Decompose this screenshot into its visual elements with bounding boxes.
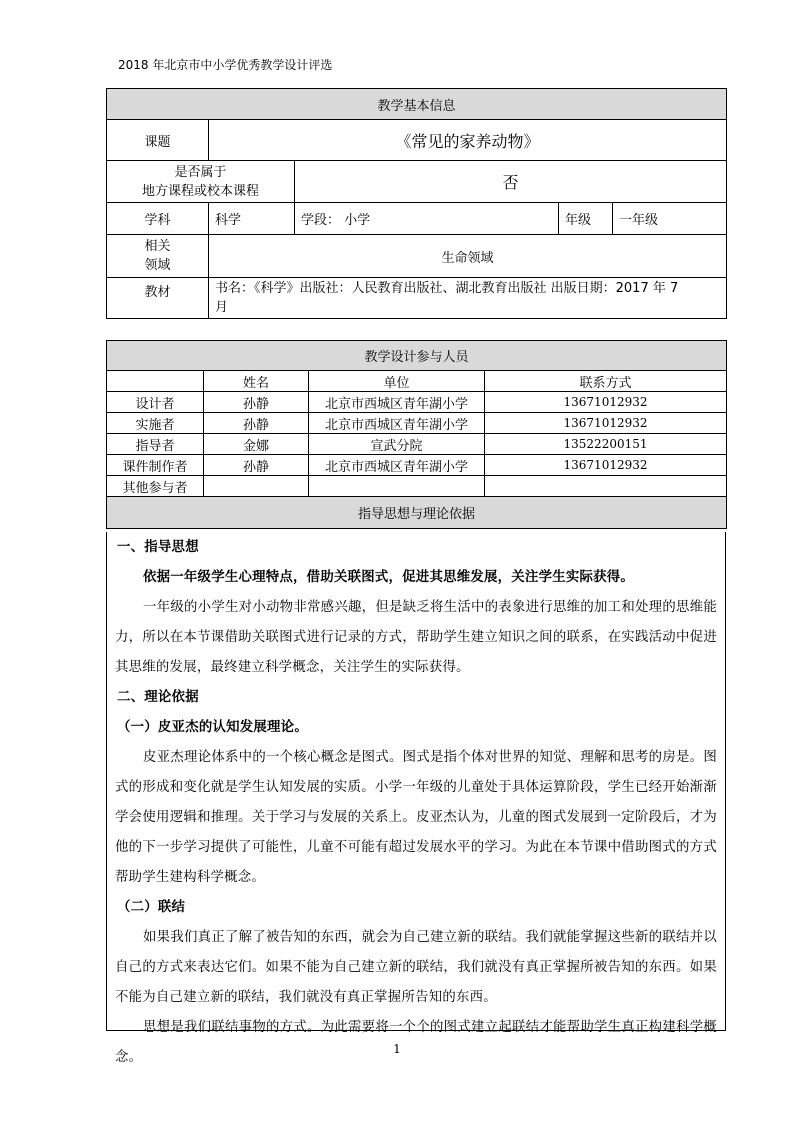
basic-info-table <box>106 88 727 319</box>
row-contact: 13671012932 <box>485 455 727 476</box>
topic-value: 《常见的家养动物》 <box>209 120 727 161</box>
theory-subheading-piaget: （一）皮亚杰的认知发展理论。 <box>117 720 308 735</box>
theory-heading: 二、理论依据 <box>117 690 199 705</box>
table-row <box>107 434 727 455</box>
subject-value: 科学 <box>209 203 295 235</box>
participants-title: 教学设计参与人员 <box>107 341 727 371</box>
local-course-value: 否 <box>295 161 727 203</box>
col-header-unit: 单位 <box>309 371 485 392</box>
page-number: 1 <box>393 1042 401 1056</box>
textbook-value-line2: 月 <box>215 300 229 315</box>
textbook-value <box>209 278 727 319</box>
guidance-paragraph-1: 一年级的小学生对小动物非常感兴趣，但是缺乏将生活中的表象进行思维的加工和处理的思维能力，所以在本节课借助关联图式进行记录的方式，帮助学生建立知识之间的联系，在实践活动中促进其思维的发展，最终建立科学概念，关注学生的实际获得。 <box>115 600 717 675</box>
basic-info-title: 教学基本信息 <box>107 89 727 120</box>
theory-subheading-connection: （二）联结 <box>117 900 186 915</box>
field-label-line1: 相关 <box>144 239 171 254</box>
textbook-value-line1: 书名：《科学》出版社：人民教育出版社、湖北教育出版社 出版日期：2017 年 7 <box>215 281 679 296</box>
row-unit: 宣武分院 <box>309 434 485 455</box>
row-role: 设计者 <box>107 392 204 413</box>
row-contact: 13671012932 <box>485 392 727 413</box>
page-header: 2018 年北京市中小学优秀教学设计评选 <box>118 58 333 72</box>
row-unit: 北京市西城区青年湖小学 <box>309 413 485 434</box>
row-role: 指导者 <box>107 434 204 455</box>
row-unit: 北京市西城区青年湖小学 <box>309 392 485 413</box>
guidance-summary: 依据一年级学生心理特点，借助关联图式，促进其思维发展，关注学生实际获得。 <box>143 570 635 585</box>
table-row <box>107 476 727 497</box>
local-course-label-line2: 地方课程或校本课程 <box>141 183 259 199</box>
col-header-role <box>107 371 204 392</box>
row-role: 其他参与者 <box>107 476 204 497</box>
local-course-label-line1: 是否属于 <box>174 164 227 180</box>
field-label <box>107 235 209 278</box>
local-course-label <box>107 161 295 203</box>
row-unit: 北京市西城区青年湖小学 <box>309 455 485 476</box>
guidance-title: 指导思想与理论依据 <box>107 497 727 529</box>
field-label-line2: 领域 <box>144 258 171 273</box>
topic-label: 课题 <box>107 120 209 161</box>
stage-label: 学段： 小学 <box>295 203 559 235</box>
theory-paragraph-piaget: 皮亚杰理论体系中的一个核心概念是图式。图式是指个体对世界的知觉、理解和思考的房是。图式的形成和变化就是学生认知发展的实质。小学一年级的儿童处于具体运算阶段，学生已经开始渐渐学会使用逻辑和推理。关于学习与发展的关系上。皮亚杰认为，儿童的图式发展到一定阶段后，才为他的下一步学习提供了可能性，儿童不可能有超过发展水平的学习。为此在本节课中借助图式的方式帮助学生建构科学概念。 <box>115 750 717 885</box>
row-unit <box>309 476 485 497</box>
subject-label: 学科 <box>107 203 209 235</box>
guidance-heading-1: 一、指导思想 <box>117 540 199 555</box>
row-name: 孙静 <box>204 392 309 413</box>
row-contact: 13522200151 <box>485 434 727 455</box>
grade-value: 一年级 <box>613 203 727 235</box>
textbook-label: 教材 <box>107 278 209 319</box>
table-row <box>107 455 727 476</box>
participants-table <box>106 340 727 529</box>
row-name <box>204 476 309 497</box>
col-header-contact: 联系方式 <box>485 371 727 392</box>
row-name: 孙静 <box>204 413 309 434</box>
table-row <box>107 413 727 434</box>
table-row <box>107 392 727 413</box>
row-contact <box>485 476 727 497</box>
theory-paragraph-thinking: 思想是我们联结事物的方式。为此需要将一个个的图式建立起联结才能帮助学生真正构建科学概念。 <box>115 1020 717 1065</box>
row-role: 实施者 <box>107 413 204 434</box>
field-value: 生命领域 <box>209 235 727 278</box>
col-header-name: 姓名 <box>204 371 309 392</box>
row-name: 孙静 <box>204 455 309 476</box>
row-contact: 13671012932 <box>485 413 727 434</box>
grade-label: 年级 <box>559 203 613 235</box>
row-name: 金娜 <box>204 434 309 455</box>
row-role: 课件制作者 <box>107 455 204 476</box>
theory-paragraph-connection: 如果我们真正了解了被告知的东西，就会为自己建立新的联结。我们就能掌握这些新的联结并以自己的方式来表达它们。如果不能为自己建立新的联结，我们就没有真正掌握所被告知的东西。如果不能为自己建立新的联结，我们就没有真正掌握所告知的东西。 <box>115 930 717 1005</box>
guidance-section <box>106 532 726 1065</box>
